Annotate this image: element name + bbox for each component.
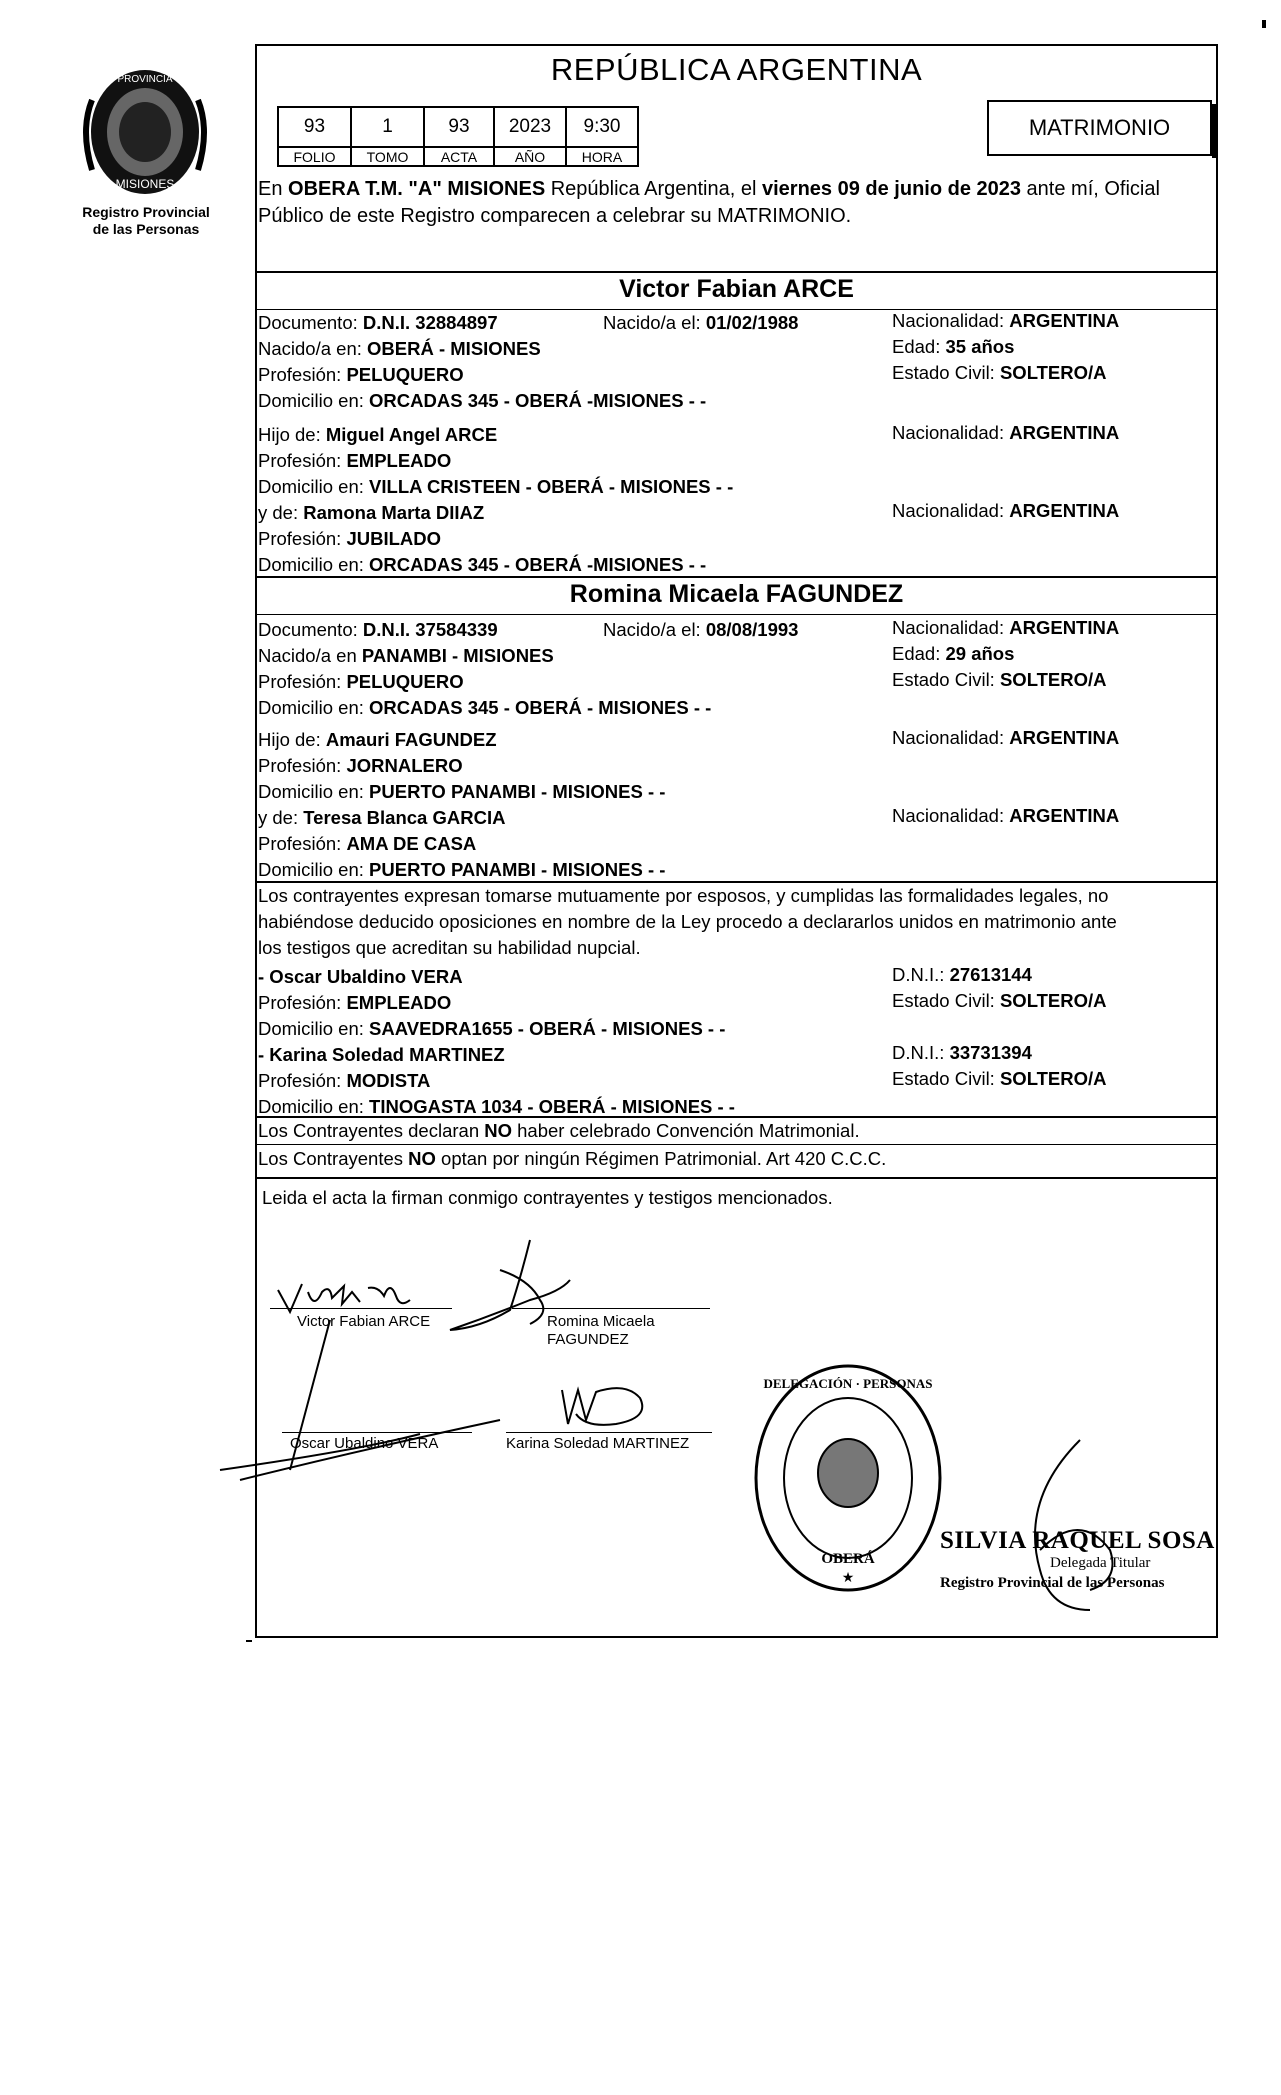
act-type-shadow xyxy=(1212,104,1216,158)
spouse1-birthdate: Nacido/a el: 01/02/1988 xyxy=(603,312,799,333)
frame-bottom-tick xyxy=(246,1640,252,1642)
spouse1-mother-profession: Profesión: JUBILADO xyxy=(258,528,441,549)
svg-text:OBERÁ: OBERÁ xyxy=(821,1551,875,1567)
acta-value: 93 xyxy=(424,107,494,147)
spouse1-mother: y de: Ramona Marta DIIAZ xyxy=(258,502,485,523)
spouse2-mother-profession: Profesión: AMA DE CASA xyxy=(258,833,477,854)
witness2-profession: Profesión: MODISTA xyxy=(258,1070,431,1091)
spouse1-document: Documento: D.N.I. 32884897 xyxy=(258,312,498,333)
signature-label-witness1: Oscar Ubaldino VERA xyxy=(290,1435,439,1452)
hour-label: HORA xyxy=(566,147,638,166)
witness1-dni: D.N.I.: 27613144 xyxy=(892,964,1032,985)
spouse1-mother-nationality: Nacionalidad: ARGENTINA xyxy=(892,500,1120,521)
tomo-value: 1 xyxy=(351,107,424,147)
spouse1-address: Domicilio en: ORCADAS 345 - OBERÁ -MISIONES - - xyxy=(258,390,707,411)
spouse2-mother-address: Domicilio en: PUERTO PANAMBI - MISIONES - - xyxy=(258,859,666,880)
year-value: 2023 xyxy=(494,107,566,147)
spouse1-father: Hijo de: Miguel Angel ARCE xyxy=(258,424,498,445)
corner-mark xyxy=(1262,20,1266,28)
folio-label: FOLIO xyxy=(278,147,351,166)
witness1-name: - Oscar Ubaldino VERA xyxy=(258,966,463,987)
spouse2-father-profession: Profesión: JORNALERO xyxy=(258,755,463,776)
witness2-civil-status: Estado Civil: SOLTERO/A xyxy=(892,1068,1107,1089)
registry-table xyxy=(277,106,639,167)
spouse2-profession: Profesión: PELUQUERO xyxy=(258,671,464,692)
spouse1-birthplace: Nacido/a en: OBERÁ - MISIONES xyxy=(258,338,541,359)
spouse2-father: Hijo de: Amauri FAGUNDEZ xyxy=(258,729,497,750)
acta-label: ACTA xyxy=(424,147,494,166)
registry-logo xyxy=(70,60,220,200)
handwritten-signatures xyxy=(200,1230,720,1530)
tomo-label: TOMO xyxy=(351,147,424,166)
spouse2-mother-nationality: Nacionalidad: ARGENTINA xyxy=(892,805,1120,826)
spouse1-father-address: Domicilio en: VILLA CRISTEEN - OBERÁ - MISIONES - - xyxy=(258,476,734,497)
official-title: Delegada Titular xyxy=(1050,1555,1151,1571)
spouse1-name: Victor Fabian ARCE xyxy=(619,275,854,303)
spouse2-document: Documento: D.N.I. 37584339 xyxy=(258,619,498,640)
signature-label-spouse2: Romina Micaela FAGUNDEZ xyxy=(547,1313,655,1348)
official-name: SILVIA RAQUEL SOSA xyxy=(940,1527,1215,1554)
signature-line xyxy=(270,1308,452,1309)
spouse2-mother: y de: Teresa Blanca GARCIA xyxy=(258,807,506,828)
folio-value: 93 xyxy=(278,107,351,147)
declaration-line: habiéndose deducido oposiciones en nombre de la Ley procedo a declararlos unidos en matrimonio ante xyxy=(258,911,1117,932)
signature-line xyxy=(512,1308,710,1309)
signature-label-witness2: Karina Soledad MARTINEZ xyxy=(506,1435,690,1452)
spouse2-father-address: Domicilio en: PUERTO PANAMBI - MISIONES - - xyxy=(258,781,666,802)
witness2-name: - Karina Soledad MARTINEZ xyxy=(258,1044,505,1065)
closing-text: Leida el acta la firman conmigo contrayentes y testigos mencionados. xyxy=(262,1187,833,1208)
divider xyxy=(255,1144,1218,1145)
svg-text:DELEGACIÓN · PERSONAS: DELEGACIÓN · PERSONAS xyxy=(763,1376,933,1391)
declaration-line: Los contrayentes expresan tomarse mutuamente por esposos, y cumplidas las formalidades legales, no xyxy=(258,885,1109,906)
spouse2-civil-status: Estado Civil: SOLTERO/A xyxy=(892,669,1107,690)
svg-text:MISIONES: MISIONES xyxy=(115,177,175,191)
spouse1-mother-address: Domicilio en: ORCADAS 345 - OBERÁ -MISIONES - - xyxy=(258,554,707,575)
spouse1-father-nationality: Nacionalidad: ARGENTINA xyxy=(892,422,1120,443)
witness2-dni: D.N.I.: 33731394 xyxy=(892,1042,1032,1063)
declaration-line: los testigos que acreditan su habilidad nupcial. xyxy=(258,937,641,958)
svg-text:PROVINCIA: PROVINCIA xyxy=(117,74,173,85)
signature-label-spouse1: Victor Fabian ARCE xyxy=(297,1313,431,1330)
witness1-civil-status: Estado Civil: SOLTERO/A xyxy=(892,990,1107,1011)
official-org: Registro Provincial de las Personas xyxy=(940,1575,1165,1591)
signature-line xyxy=(282,1432,472,1433)
divider xyxy=(255,271,1218,273)
svg-text:★: ★ xyxy=(841,1569,855,1585)
convention-line-2: Los Contrayentes NO optan por ningún Régimen Patrimonial. Art 420 C.C.C. xyxy=(258,1148,887,1169)
divider xyxy=(255,1177,1218,1179)
year-label: AÑO xyxy=(494,147,566,166)
convention-line-1: Los Contrayentes declaran NO haber celebrado Convención Matrimonial. xyxy=(258,1120,860,1141)
spouse1-father-profession: Profesión: EMPLEADO xyxy=(258,450,452,471)
spouse2-name: Romina Micaela FAGUNDEZ xyxy=(569,580,904,608)
intro-paragraph: En OBERA T.M. "A" MISIONES República Argentina, el viernes 09 de junio de 2023 ante mí, Oficial Público de este Registro comparecen a celebrar su MATRIMONIO. xyxy=(258,178,1160,227)
spouse1-civil-status: Estado Civil: SOLTERO/A xyxy=(892,362,1107,383)
signature-line xyxy=(506,1432,712,1433)
spouse2-nationality: Nacionalidad: ARGENTINA xyxy=(892,617,1120,638)
spouse2-father-nationality: Nacionalidad: ARGENTINA xyxy=(892,727,1120,748)
witness1-address: Domicilio en: SAAVEDRA1655 - OBERÁ - MISIONES - - xyxy=(258,1018,726,1039)
witness1-profession: Profesión: EMPLEADO xyxy=(258,992,452,1013)
official-seal xyxy=(748,1358,948,1598)
logo-caption: Registro Provincial de las Personas xyxy=(82,204,210,237)
spouse1-nationality: Nacionalidad: ARGENTINA xyxy=(892,310,1120,331)
act-type-box: MATRIMONIO xyxy=(987,100,1212,156)
country-title: REPÚBLICA ARGENTINA xyxy=(550,52,923,87)
spouse2-birthdate: Nacido/a el: 08/08/1993 xyxy=(603,619,799,640)
spouse1-age: Edad: 35 años xyxy=(892,336,1015,357)
spouse2-age: Edad: 29 años xyxy=(892,643,1015,664)
witness2-address: Domicilio en: TINOGASTA 1034 - OBERÁ - MISIONES - - xyxy=(258,1096,735,1117)
spouse2-birthplace: Nacido/a en PANAMBI - MISIONES xyxy=(258,645,554,666)
hour-value: 9:30 xyxy=(566,107,638,147)
divider xyxy=(255,576,1218,578)
spouse2-address: Domicilio en: ORCADAS 345 - OBERÁ - MISIONES - - xyxy=(258,697,712,718)
spouse1-profession: Profesión: PELUQUERO xyxy=(258,364,464,385)
